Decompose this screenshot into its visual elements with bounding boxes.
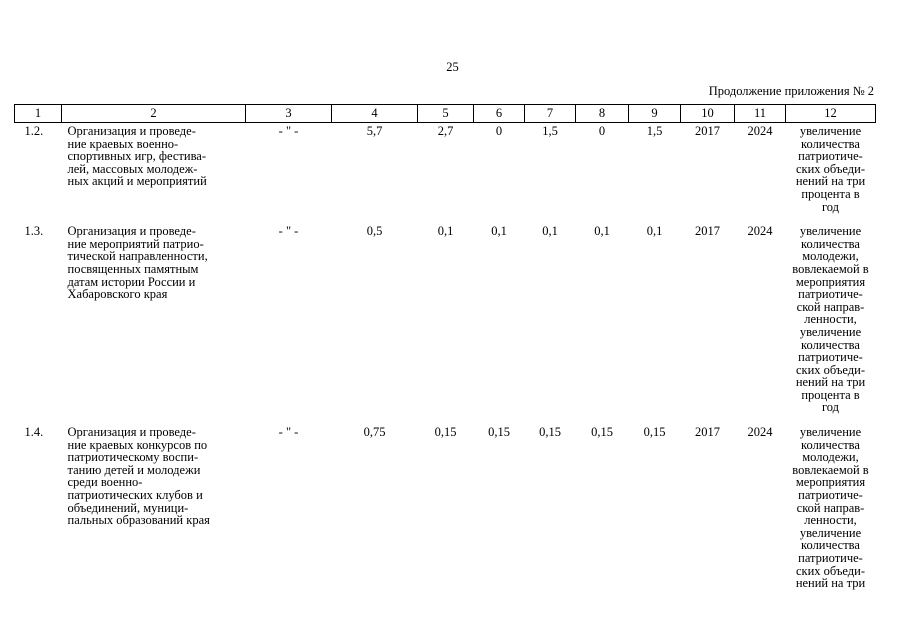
item-name-line: посвященных памятным: [67, 261, 199, 276]
result-line: увеличение: [799, 124, 862, 138]
table-row: [15, 123, 876, 214]
column-header: 5: [418, 105, 474, 123]
item-number: 1.3.: [24, 224, 44, 239]
end-year-cell: 2024: [747, 124, 773, 138]
item-name: [62, 424, 246, 590]
result-line: ских объеди-: [795, 563, 866, 578]
result-line: ской направ-: [796, 299, 865, 314]
end-year-cell: 2024: [747, 224, 773, 239]
value-cell: 0,5: [366, 224, 383, 239]
result-line: год: [821, 199, 840, 214]
end-year-cell: 2024: [747, 425, 773, 440]
item-name-line: ние краевых конкурсов по: [67, 437, 208, 452]
value-cell: 0,1: [542, 224, 558, 239]
result-line: патриотиче-: [798, 287, 863, 302]
result-line: патриотиче-: [798, 149, 863, 164]
item-name-line: пальных образований края: [67, 513, 210, 528]
spacer-cell: [15, 213, 876, 223]
result-line: мероприятия: [795, 475, 866, 490]
result-line: патриотиче-: [798, 488, 863, 503]
column-header: 3: [246, 105, 332, 123]
result-cell: [786, 123, 876, 214]
item-name-line: Организация и проведе-: [67, 124, 196, 138]
value-cell: 0,15: [434, 425, 457, 440]
column-header: 8: [576, 105, 629, 123]
value-cell: 0,1: [594, 224, 610, 239]
item-name-line: спортивных игр, фестива-: [67, 149, 207, 164]
row-spacer: [15, 213, 876, 223]
item-name-line: лей, массовых молодеж-: [67, 161, 198, 176]
value-cell: 1,5: [542, 124, 558, 138]
executor-cell: - " -: [278, 224, 299, 239]
item-name-line: патриотических клубов и: [67, 488, 203, 503]
item-name-line: танию детей и молодежи: [67, 462, 201, 477]
column-header: 11: [735, 105, 786, 123]
value-cell: 0: [495, 124, 503, 138]
item-name-line: Организация и проведе-: [67, 224, 196, 239]
result-cell: [786, 223, 876, 414]
value-cell: 5,7: [366, 124, 383, 138]
result-line: вовлекаемой в: [792, 261, 869, 276]
result-line: молодежи,: [802, 249, 859, 264]
page-number: 25: [446, 60, 459, 74]
value-cell: 2,7: [437, 124, 454, 138]
value-cell: 0,15: [539, 425, 561, 440]
result-line: молодежи,: [802, 450, 859, 465]
executor-cell: - " -: [278, 425, 299, 440]
result-line: ских объеди-: [795, 161, 866, 176]
result-line: количества: [801, 236, 860, 251]
result-line: количества: [801, 538, 860, 553]
result-line: ских объеди-: [795, 362, 866, 377]
value-cell: 0: [598, 124, 606, 138]
program-table: [14, 104, 876, 590]
value-cell: 0,1: [491, 224, 507, 239]
result-line: количества: [801, 337, 860, 352]
start-year-cell: 2017: [695, 224, 720, 239]
result-line: ской направ-: [796, 500, 865, 515]
value-cell: 0,15: [591, 425, 613, 440]
result-line: увеличение: [799, 324, 862, 339]
result-line: нений на три: [795, 576, 866, 591]
item-number: 1.2.: [24, 124, 44, 138]
result-line: нений на три: [795, 375, 866, 390]
item-number: 1.4.: [24, 425, 44, 440]
executor-cell: - " -: [278, 124, 299, 138]
value-cell: 0,1: [437, 224, 454, 239]
result-cell: [786, 424, 876, 590]
table-row: [15, 223, 876, 414]
result-line: увеличение: [799, 525, 862, 540]
result-line: ленности,: [804, 312, 857, 327]
column-header: 2: [62, 105, 246, 123]
column-header: 10: [681, 105, 735, 123]
item-name-line: датам истории России и: [67, 274, 196, 289]
item-name-line: ние краевых военно-: [67, 136, 179, 151]
item-name-line: объединений, муници-: [67, 500, 189, 515]
result-line: вовлекаемой в: [792, 462, 869, 477]
item-name: [62, 223, 246, 414]
item-name-line: тической направленности,: [67, 249, 208, 264]
row-spacer: [15, 414, 876, 424]
item-name-line: среди военно-: [67, 475, 143, 490]
item-name-line: ных акций и мероприятий: [67, 174, 207, 189]
column-header: 12: [786, 105, 876, 123]
column-header: 9: [629, 105, 681, 123]
continuation-caption: Продолжение приложения № 2: [708, 84, 874, 98]
item-name-line: патриотическому воспи-: [67, 450, 199, 465]
item-name: [62, 123, 246, 214]
column-number-row: [15, 105, 876, 123]
result-line: нений на три: [795, 174, 866, 189]
column-header: 1: [15, 105, 62, 123]
result-line: количества: [801, 136, 860, 151]
value-cell: 0,15: [488, 425, 510, 440]
spacer-cell: [15, 414, 876, 424]
column-header: 7: [525, 105, 576, 123]
start-year-cell: 2017: [695, 425, 720, 440]
value-cell: 1,5: [646, 124, 663, 138]
result-line: увеличение: [799, 425, 862, 440]
item-name-line: ние мероприятий патрио-: [67, 236, 204, 251]
result-line: мероприятия: [795, 274, 866, 289]
result-line: процента в: [801, 387, 860, 402]
result-line: год: [821, 400, 840, 415]
value-cell: 0,75: [363, 425, 386, 440]
result-line: увеличение: [799, 224, 862, 239]
column-header: 4: [332, 105, 418, 123]
result-line: процента в: [801, 186, 860, 201]
start-year-cell: 2017: [695, 124, 720, 138]
value-cell: 0,1: [646, 224, 663, 239]
item-name-line: Организация и проведе-: [67, 425, 196, 440]
result-line: ленности,: [804, 513, 857, 528]
result-line: патриотиче-: [798, 551, 863, 565]
column-header: 6: [474, 105, 525, 123]
value-cell: 0,15: [643, 425, 666, 440]
item-name-line: Хабаровского края: [67, 287, 168, 302]
result-line: количества: [801, 437, 860, 452]
result-line: патриотиче-: [798, 350, 863, 365]
table-row: [15, 424, 876, 590]
